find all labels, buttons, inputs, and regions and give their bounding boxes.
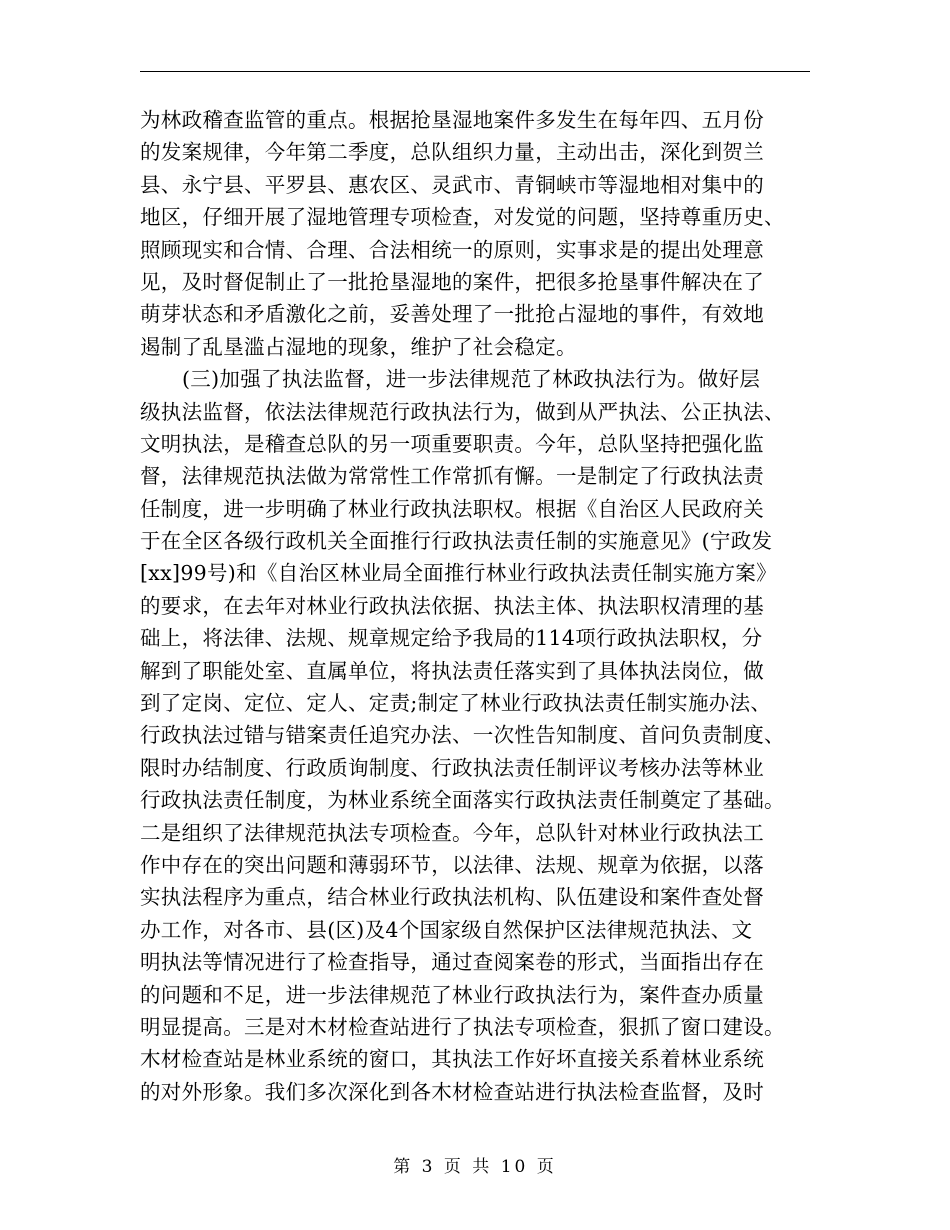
text-line: 木材检查站是林业系统的窗口，其执法工作好坏直接关系着林业系统 [140,1047,764,1072]
text-line: 明执法等情况进行了检查指导，通过查阅案卷的形式，当面指出存在 [140,950,764,975]
paragraph-start-line: (三)加强了执法监督，进一步法律规范了林政执法行为。做好层 [182,367,761,392]
text-line: 解到了职能处室、直属单位，将执法责任落实到了具体执法岗位，做 [140,658,764,683]
text-line: [xx]99号)和《自治区林业局全面推行林业行政执法责任制实施方案》 [140,561,777,586]
text-line: 文明执法，是稽查总队的另一项重要职责。今年，总队坚持把强化监 [140,431,764,456]
text-line: 办工作，对各市、县(区)及4个国家级自然保护区法律规范执法、文 [140,917,753,942]
text-line: 为林政稽查监管的重点。根据抢垦湿地案件多发生在每年四、五月份 [140,108,764,132]
document-body [140,104,812,1108]
text-line: 县、永宁县、平罗县、惠农区、灵武市、青铜峡市等湿地相对集中的 [140,172,764,197]
text-line: 照顾现实和合情、合理、合法相统一的原则，实事求是的提出处理意 [140,237,764,262]
text-line: 到了定岗、定位、定人、定责;制定了林业行政执法责任制实施办法、 [140,691,772,716]
text-line: 萌芽状态和矛盾激化之前，妥善处理了一批抢占湿地的事件，有效地 [140,302,764,327]
text-line: 级执法监督，依法法律规范行政执法行为，做到从严执法、公正执法、 [140,399,785,424]
text-line: 见，及时督促制止了一批抢垦湿地的案件，把很多抢垦事件解决在了 [140,269,764,294]
text-line: 行政执法责任制度，为林业系统全面落实行政执法责任制奠定了基础。 [140,788,785,813]
text-line: 督，法律规范执法做为常常性工作常抓有懈。一是制定了行政执法责 [140,464,764,489]
text-line: 实执法程序为重点，结合林业行政执法机构、队伍建设和案件查处督 [140,885,764,910]
text-line: 地区，仔细开展了湿地管理专项检查，对发觉的问题，坚持尊重历史、 [140,205,785,230]
text-line: 明显提高。三是对木材检查站进行了执法专项检查，狠抓了窗口建设。 [140,1014,785,1039]
text-line: 的对外形象。我们多次深化到各木材检查站进行执法检查监督，及时 [140,1079,764,1104]
text-line: 任制度，进一步明确了林业行政执法职权。根据《自治区人民政府关 [140,496,764,521]
text-line: 行政执法过错与错案责任追究办法、一次性告知制度、首问负责制度、 [140,723,785,748]
text-line: 的发案规律，今年第二季度，总队组织力量，主动出击，深化到贺兰 [140,140,764,165]
text-line: 限时办结制度、行政质询制度、行政执法责任制评议考核办法等林业 [140,755,764,780]
text-line: 作中存在的突出问题和薄弱环节，以法律、法规、规章为依据，以落 [140,852,764,877]
text-line: 遏制了乱垦滥占湿地的现象，维护了社会稳定。 [140,334,577,359]
page-number-footer: 第 3 页 共 10 页 [393,1157,557,1177]
header-rule [140,71,810,72]
text-line: 的问题和不足，进一步法律规范了林业行政执法行为，案件查办质量 [140,982,764,1007]
text-line: 础上，将法律、法规、规章规定给予我局的114项行政执法职权，分 [140,626,763,651]
text-line: 二是组织了法律规范执法专项检查。今年，总队针对林业行政执法工 [140,820,764,845]
text-line: 于在全区各级行政机关全面推行行政执法责任制的实施意见》(宁政发 [140,529,773,554]
text-line: 的要求，在去年对林业行政执法依据、执法主体、执法职权清理的基 [140,593,764,618]
